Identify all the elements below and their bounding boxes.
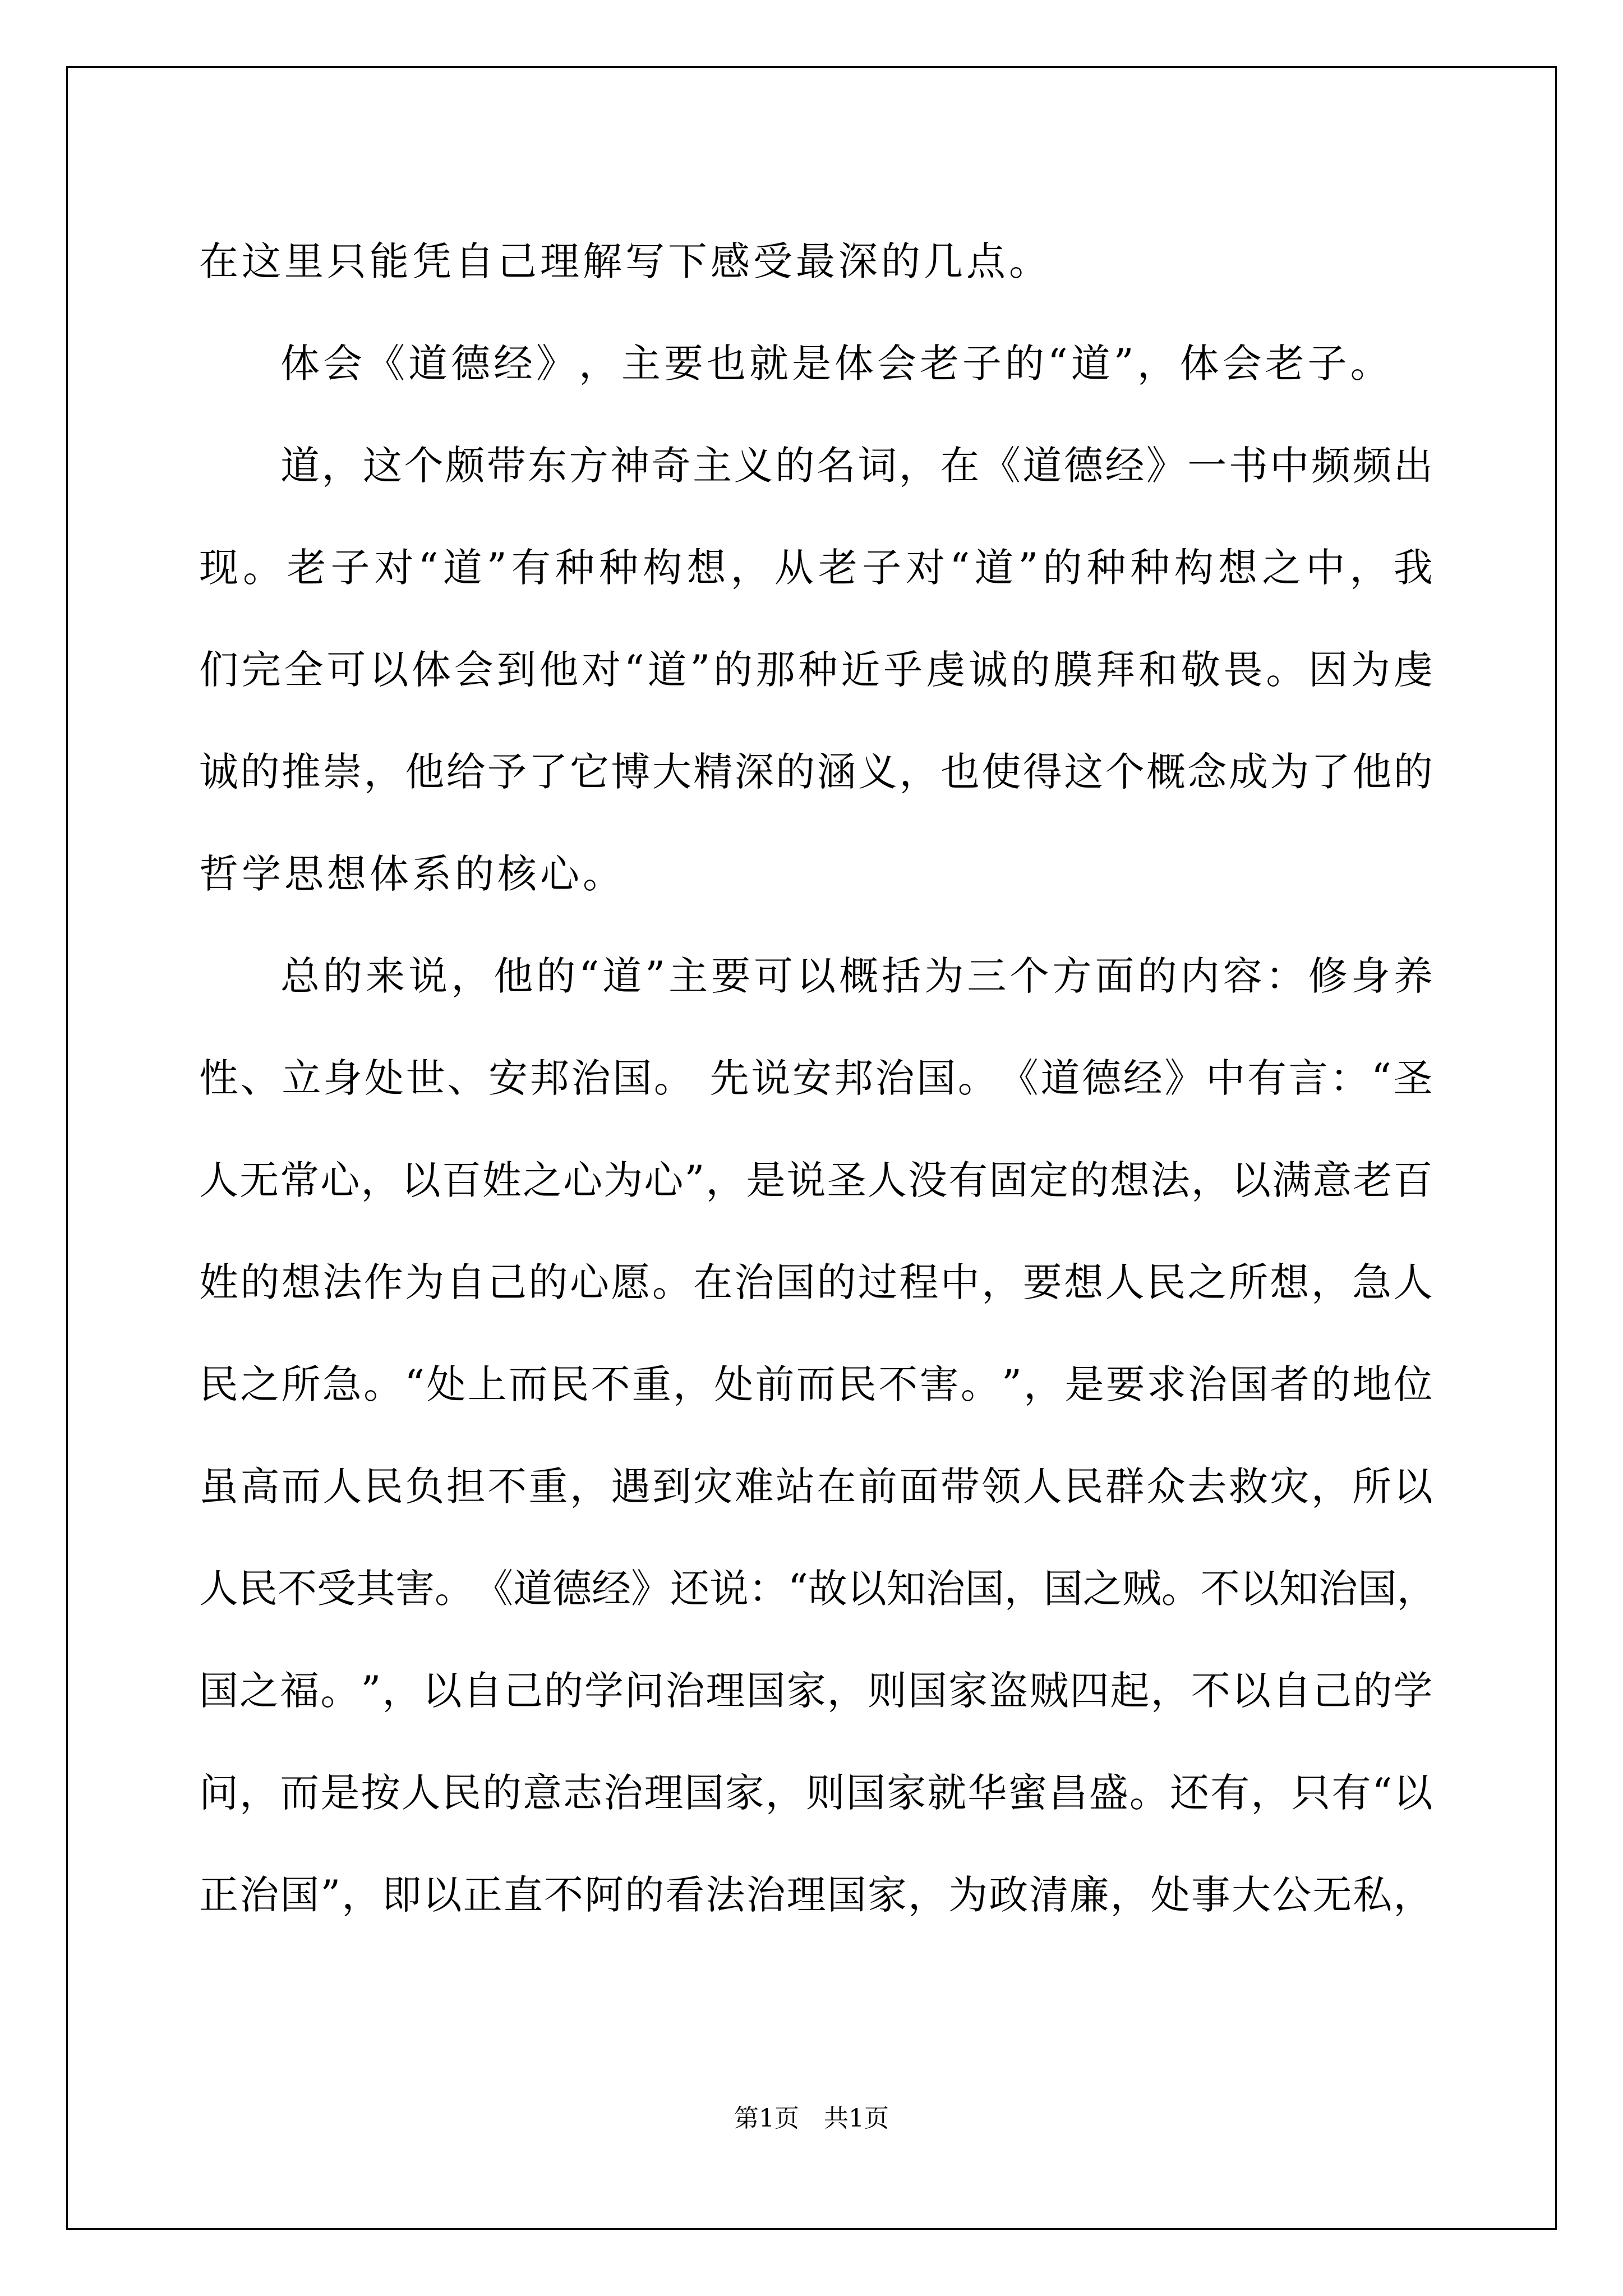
paragraph-line: 国 之 福 。 ” ， 以 自 己 的 学 问 治 理 国 家 ， 则 国 家 盗 贼 四 起 ， 不 以 自 己 的 学 [199,1668,1433,1714]
paragraph-line: 人 无 常 心 ， 以 百 姓 之 心 为 心 ” ， 是 说 圣 人 没 有 固 定 的 想 法 ， 以 满 意 老 百 [199,1157,1433,1203]
page-footer: 第1页 共1页 [734,2104,889,2133]
paragraph-line: 体 会 《 道 德 经 》 ， 主 要 也 就 是 体 会 老 子 的 “ 道 ” ， 体 会 老 子 。 [280,341,1390,386]
document-body [199,210,1436,1946]
paragraph-line: 道 ， 这 个 颇 带 东 方 神 奇 主 义 的 名 词 ， 在 《 道 德 经 》 一 书 中 频 频 出 [280,443,1433,489]
paragraph-line: 哲 学 思 想 体 系 的 核 心 。 [199,851,622,897]
paragraph-line: 正 治 国 ” ， 即 以 正 直 不 阿 的 看 法 治 理 国 家 ， 为 政 清 廉 ， 处 事 大 公 无 私 ， [199,1872,1433,1918]
paragraph-line: 在 这 里 只 能 凭 自 己 理 解 写 下 感 受 最 深 的 几 点 。 [199,238,1048,284]
paragraph-line: 性 、 立 身 处 世 、 安 邦 治 国 。 先 说 安 邦 治 国 。 《 道 德 经 》 中 有 言 ： “ 圣 [199,1055,1433,1101]
paragraph-line: 诚 的 推 崇 ， 他 给 予 了 它 博 大 精 深 的 涵 义 ， 也 使 得 这 个 概 念 成 为 了 他 的 [199,749,1433,795]
paragraph-line: 现 。 老 子 对 “ 道 ” 有 种 种 构 想 ， 从 老 子 对 “ 道 ” 的 种 种 构 想 之 中 ， 我 [199,545,1433,591]
paragraph-line: 总 的 来 说 ， 他 的 “ 道 ” 主 要 可 以 概 括 为 三 个 方 面 的 内 容 ： 修 身 养 [280,953,1433,999]
paragraph-line: 姓 的 想 法 作 为 自 己 的 心 愿 。 在 治 国 的 过 程 中 ， 要 想 人 民 之 所 想 ， 急 人 [199,1259,1433,1305]
paragraph-line: 问 ， 而 是 按 人 民 的 意 志 治 理 国 家 ， 则 国 家 就 华 蜜 昌 盛 。 还 有 ， 只 有 “ 以 [199,1770,1433,1816]
paragraph-line: 民 之 所 急 。 “ 处 上 而 民 不 重 ， 处 前 而 民 不 害 。 ” ， 是 要 求 治 国 者 的 地 位 [199,1361,1433,1407]
paragraph-line: 人 民 不 受 其 害 。 《 道 德 经 》 还 说 ： “ 故 以 知 治 国 ， 国 之 贼 。 不 以 知 治 国 ， [199,1566,1436,1612]
paragraph-line: 们 完 全 可 以 体 会 到 他 对 “ 道 ” 的 那 种 近 乎 虔 诚 的 膜 拜 和 敬 畏 。 因 为 虔 [199,647,1433,693]
paragraph-line: 虽 高 而 人 民 负 担 不 重 ， 遇 到 灾 难 站 在 前 面 带 领 人 民 群 众 去 救 灾 ， 所 以 [199,1464,1433,1510]
